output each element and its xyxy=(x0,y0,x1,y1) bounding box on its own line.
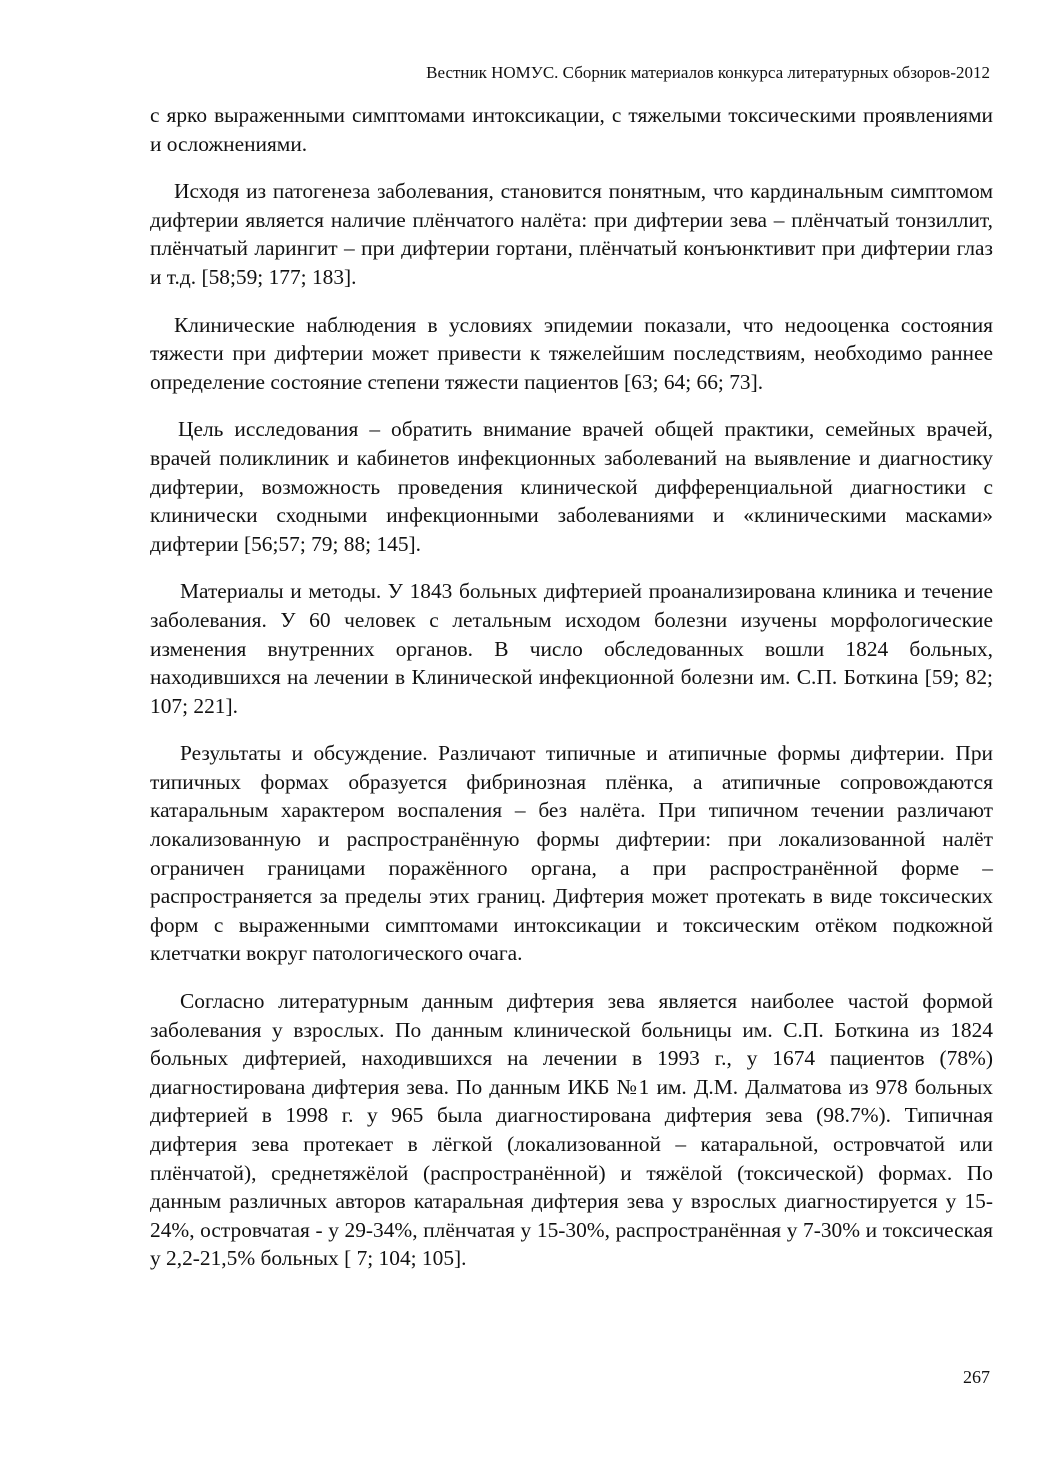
paragraph-literature-data: Согласно литературным данным дифтерия зева является наиболее частой формой заболевания у взрослых. По данным клинической больницы им. С.П. Боткина из 1824 больных дифтерией, находившихся на лечении в 1993 г., у 1674 пациентов (78%) диагностирована дифтерия зева. По данным ИКБ №1 им. Д.М. Далматова из 978 больных дифтерией в 1998 г. у 965 была диагностирована дифтерия зева (98.7%). Типичная дифтерия зева протекает в лёгкой (локализованной – катаральной, островчатой или плёнчатой), среднетяжёлой (распространённой) и тяжёлой (токсической) формах. По данным различных авторов катаральная дифтерия зева у взрослых диагностируется у 15-24%, островчатая - у 29-34%, плёнчатая у 15-30%, распространённая у 7-30% и токсическая у 2,2-21,5% больных [ 7; 104; 105]. xyxy=(150,989,993,1271)
document-body xyxy=(150,101,993,1292)
paragraph-materials-methods: Материалы и методы. У 1843 больных дифтерией проанализирована клиника и течение заболевания. У 60 человек с летальным исходом болезни изучены морфологические изменения внутренних органов. В число обследованных вошли 1824 больных, находившихся на лечении в Клинической инфекционной болезни им. С.П. Боткина [59; 82; 107; 221]. xyxy=(150,579,993,718)
paragraph-pathogenesis: Исходя из патогенеза заболевания, становится понятным, что кардинальным симптомом дифтерии является наличие плёнчатого налёта: при дифтерии зева – плёнчатый тонзиллит, плёнчатый ларингит – при дифтерии гортани, плёнчатый конъюнктивит при дифтерии глаз и т.д. [58;59; 177; 183]. xyxy=(150,179,993,289)
running-header: Вестник НОМУС. Сборник материалов конкурса литературных обзоров-2012 xyxy=(426,63,990,82)
page-number: 267 xyxy=(963,1367,990,1387)
paragraph-study-aim: Цель исследования – обратить внимание врачей общей практики, семейных врачей, врачей поликлиник и кабинетов инфекционных заболеваний на выявление и диагностику дифтерии, возможность проведения клинической дифференциальной диагностики с клинически сходными инфекционными заболеваниями и «клиническими масками» дифтерии [56;57; 79; 88; 145]. xyxy=(150,417,993,556)
paragraph-results-discussion: Результаты и обсуждение. Различают типичные и атипичные формы дифтерии. При типичных формах образуется фибринозная плёнка, а атипичные сопровождаются катаральным характером воспаления – без налёта. При типичном течении различают локализованную и распространённую формы дифтерии: при локализованной налёт ограничен границами поражённого органа, а при распространённой форме – распространяется за пределы этих границ. Дифтерия может протекать в виде токсических форм с выраженными симптомами интоксикации и токсическим отёком подкожной клетчатки вокруг патологического очага. xyxy=(150,741,993,966)
paragraph-clinical-observations: Клинические наблюдения в условиях эпидемии показали, что недооценка состояния тяжести при дифтерии может привести к тяжелейшим последствиям, необходимо раннее определение состояние степени тяжести пациентов [63; 64; 66; 73]. xyxy=(150,312,993,394)
paragraph-continuation: с ярко выраженными симптомами интоксикации, с тяжелыми токсическими проявлениями и осложнениями. xyxy=(150,103,993,156)
